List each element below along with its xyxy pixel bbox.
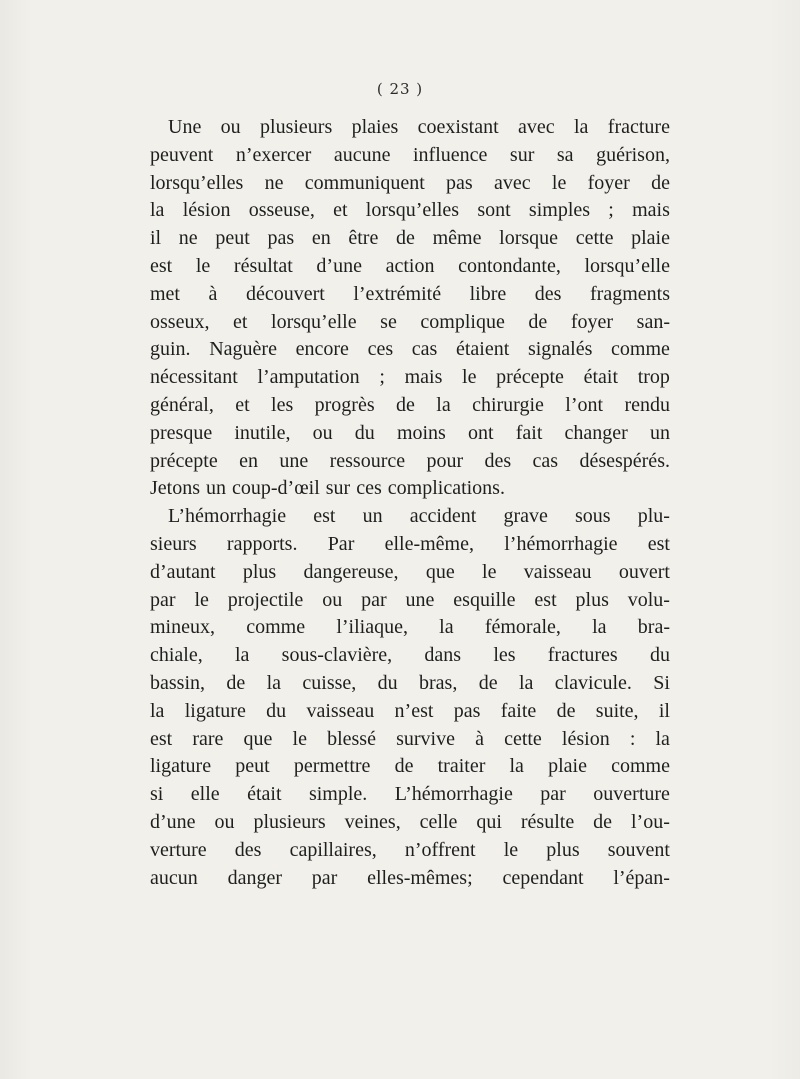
- text-line: est rare que le blessé survive à cette lésion : la: [150, 727, 670, 750]
- text-line: Une ou plusieurs plaies coexistant avec la fracture: [168, 116, 670, 138]
- text-line: est le résultat d’une action contondante, lorsqu’elle: [150, 254, 670, 277]
- text-line: d’une ou plusieurs veines, celle qui résulte de l’ou-: [150, 810, 670, 833]
- text-line: général, et les progrès de la chirurgie l’ont rendu: [150, 393, 670, 416]
- text-line: Jetons un coup-d’œil sur ces complications.: [150, 477, 505, 500]
- text-line: met à découvert l’extrémité libre des fragments: [150, 282, 670, 305]
- text-line: verture des capillaires, n’offrent le plus souvent: [150, 838, 670, 861]
- text-line: presque inutile, ou du moins ont fait changer un: [150, 421, 670, 444]
- text-line: ligature peut permettre de traiter la plaie comme: [150, 755, 670, 778]
- text-line: mineux, comme l’iliaque, la fémorale, la bra-: [150, 616, 670, 639]
- text-line: guin. Naguère encore ces cas étaient signalés comme: [150, 338, 670, 361]
- text-line: la lésion osseuse, et lorsqu’elles sont simples ; mais: [150, 199, 670, 222]
- body-text: [150, 114, 670, 892]
- text-line: si elle était simple. L’hémorrhagie par ouverture: [150, 783, 670, 806]
- text-line: par le projectile ou par une esquille est plus volu-: [150, 588, 670, 611]
- text-line: lorsqu’elles ne communiquent pas avec le foyer de: [150, 171, 670, 194]
- text-line: L’hémorrhagie est un accident grave sous plu-: [168, 505, 670, 528]
- text-line: nécessitant l’amputation ; mais le précepte était trop: [150, 366, 670, 389]
- text-line: sieurs rapports. Par elle-même, l’hémorrhagie est: [150, 532, 670, 555]
- text-line: précepte en une ressource pour des cas désespérés.: [150, 449, 670, 472]
- page-number: ( 23 ): [376, 80, 424, 98]
- text-line: bassin, de la cuisse, du bras, de la clavicule. Si: [150, 671, 670, 694]
- text-line: la ligature du vaisseau n’est pas faite de suite, il: [150, 699, 670, 722]
- text-line: chiale, la sous-clavière, dans les fractures du: [150, 644, 670, 667]
- text-line: aucun danger par elles-mêmes; cependant l’épan-: [150, 866, 670, 889]
- text-line: d’autant plus dangereuse, que le vaisseau ouvert: [150, 560, 670, 583]
- text-line: peuvent n’exercer aucune influence sur sa guérison,: [150, 143, 670, 166]
- text-line: osseux, et lorsqu’elle se complique de foyer san-: [150, 310, 670, 333]
- text-line: il ne peut pas en être de même lorsque cette plaie: [150, 227, 670, 250]
